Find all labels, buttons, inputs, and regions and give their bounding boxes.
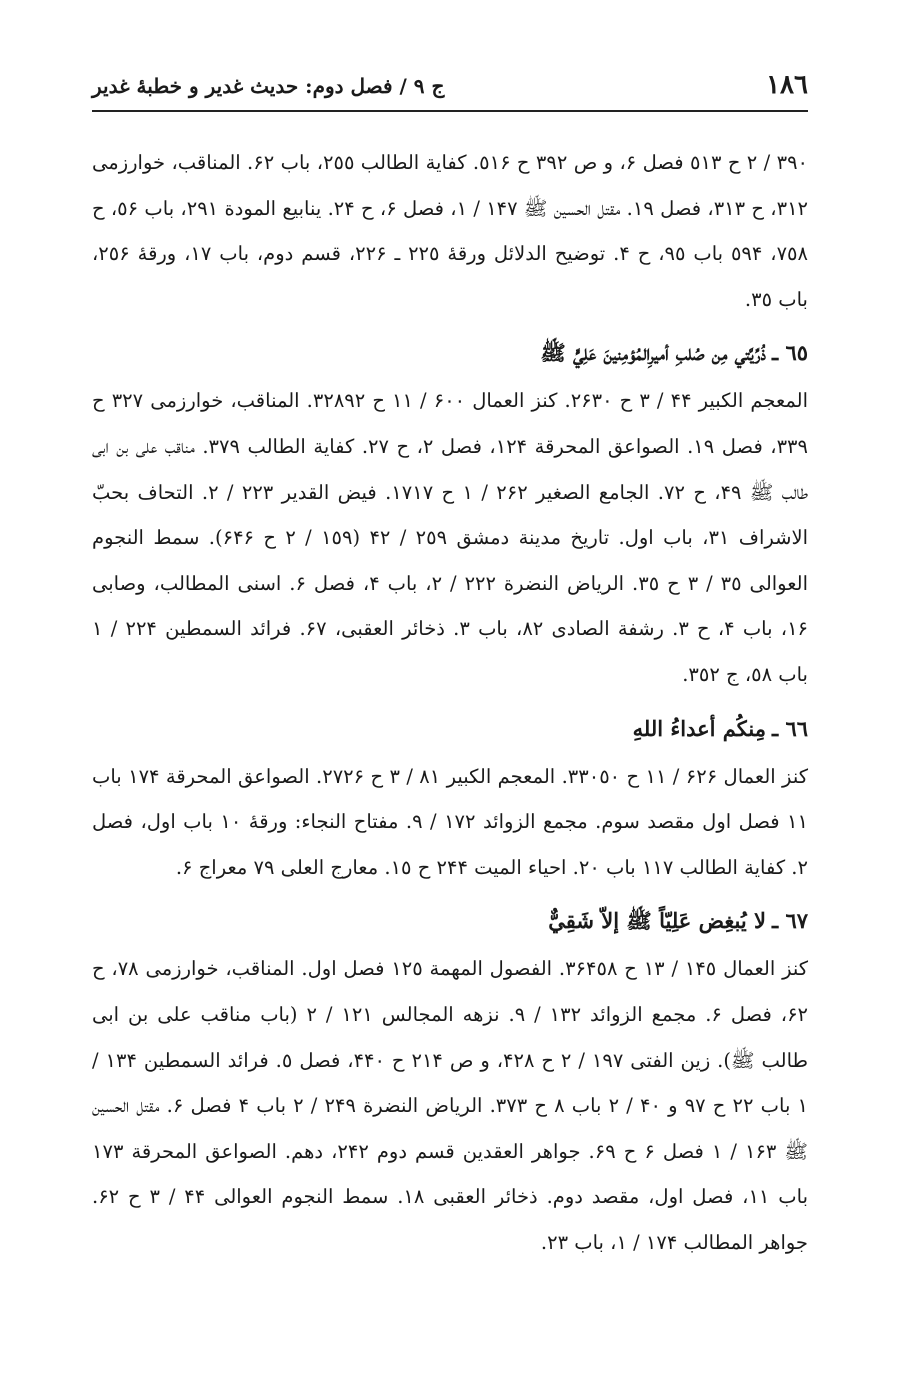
section-heading-66 (92, 704, 808, 754)
section-paragraph-65: المعجم الكبير ۴۴ / ٣ ح ٢۶٣٠. كنز العمال ۶٠٠ / ١١ ح ٣٢٨٩٢. المناقب، خوارزمى ٣٢٧ ح ٣٣٩، فصل ١٩. الصواعق المحرقة ١٢۴، فصل ٢، ح ٢٧. كفاية الطالب ٣٧٩. مناقب على بن ابى طالب ﷺ ۴٩، ح ٧٢. الجامع الصغير ٢۶٢ / ١ ح ١٧١٧. فيض القدير ٢٢٣ / ٢. التحاف بحبّ الاشراف ٣١، باب اول. تاريخ مدينة دمشق ٢٥٩ / ۴٢ (١٥٩ / ٢ ح ۶۴۶). سمط النجوم العوالى ٣٥ / ٣ ح ٣٥. الرياض النضرة ٢٢٢ / ٢، باب ۴، فصل ۶. اسنى المطالب، وصابى ١۶، باب ۴، ح ٣. رشفة الصادى ٨٢، باب ٣. ذخائر العقبى، ۶٧. فرائد السمطين ٢٢۴ / ١ باب ٥٨، ج ٣٥٢. (92, 389, 809, 686)
running-title: ج ٩ / فصل دوم: حديث غدير و خطبهٔ غدير (92, 74, 445, 98)
section-number: ٦٥ ـ (771, 340, 808, 366)
page-header (92, 68, 808, 112)
section-paragraph-67: كنز العمال ١۴٥ / ١٣ ح ٣۶۴٥٨. الفصول المهمة ١٢٥ فصل اول. المناقب، خوارزمى ٧٨، ح ۶٢، فصل ۶. مجمع الزوائد ١٣٢ / ٩. نزهه المجالس ١٢١ / ٢ (باب مناقب على بن ابى طالب ﷺ). زين الفتى ١٩٧ / ٢ ح ۴٢٨، و ص ٢١۴ ح ۴۴٠، فصل ٥. فرائد السمطين ١٣۴ / ١ باب ٢٢ ح ٩٧ و ۴٠ / ٢ باب ٨ ح ٣٧٣. الرياض النضرة ٢۴٩ / ٢ باب ۴ فصل ۶. مقتل الحسين ﷺ ١۶٣ / ١ فصل ۶ ح ۶٩. جواهر العقدين قسم دوم ٢۴٢، دهم. الصواعق المحرقة ١٧٣ باب ١١، فصل اول، مقصد دوم. ذخائر العقبى ١٨. سمط النجوم العوالى ۴۴ / ٣ ح ۶٢. جواهر المطالب ١٧۴ / ١، باب ٢٣. (92, 957, 809, 1254)
section-paragraph-66: كنز العمال ۶٢۶ / ١١ ح ٣٣٠٥٠. المعجم الكبير ٨١ / ٣ ح ٢٧٢۶. الصواعق المحرقة ١٧۴ باب ١١ فصل اول مقصد سوم. مجمع الزوائد ١٧٢ / ٩. مفتاح النجاء: ورقهٔ ١٠ باب اول، فصل ٢. كفاية الطالب ١١٧ باب ٢٠. احياء الميت ٢۴۴ ح ١٥. معارج العلى ٧٩ معراج ۶. (92, 764, 808, 879)
page-number: ١٨٦ (766, 70, 808, 100)
section-number: ٦٧ ـ (771, 908, 808, 934)
section-title: لا يُبغِض عَلِيّاً ﷺ إلاّ شَقِيٌّ (548, 908, 766, 934)
section-heading-67 (92, 896, 808, 946)
section-title: ذُرِّيَّتي مِن صُلبِ أميرِالمُؤمِنينَ عَلِيٍّ ﷺ (540, 340, 766, 366)
intro-paragraph: ٣٩٠ / ٢ ح ٥١٣ فصل ۶، و ص ٣٩٢ ح ٥١۶. كفاية الطالب ٢٥٥، باب ۶٢. المناقب، خوارزمى ٣١٢، ح ٣١٣، فصل ١٩. مقتل الحسين ﷺ ١۴٧ / ١، فصل ۶، ح ٢۴. ينابيع المودة ٢٩١، باب ٥۶، ح ٧٥٨، ٥٩۴ باب ٩٥، ح ۴. توضيح الدلائل ورقهٔ ٢٢٥ ـ ٢٢۶، قسم دوم، باب ١٧، ورقهٔ ٢٥۶، باب ٣٥. (92, 151, 809, 311)
page-body (92, 140, 808, 1265)
section-number: ٦٦ ـ (771, 715, 808, 741)
section-heading-65 (92, 328, 808, 378)
section-title: مِنكُم أعداءُ اللهِ (632, 715, 766, 741)
